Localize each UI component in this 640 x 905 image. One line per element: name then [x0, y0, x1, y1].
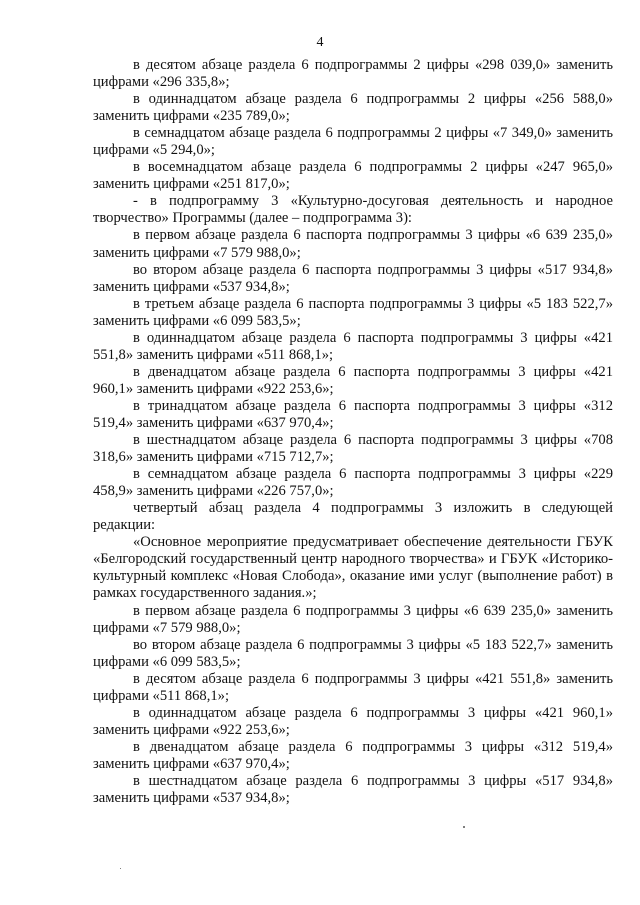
- scan-speck: [463, 826, 465, 828]
- paragraph: в шестнадцатом абзаце раздела 6 паспорта подпрограммы 3 цифры «708 318,6» заменить цифрами «715 712,7»;: [93, 432, 613, 466]
- paragraph: в третьем абзаце раздела 6 паспорта подпрограммы 3 цифры «5 183 522,7» заменить цифрами «6 099 583,5»;: [93, 295, 613, 329]
- paragraph: четвертый абзац раздела 4 подпрограммы 3 изложить в следующей редакции:: [93, 500, 613, 534]
- paragraph: в семнадцатом абзаце раздела 6 паспорта подпрограммы 3 цифры «229 458,9» заменить цифрами «226 757,0»;: [93, 466, 613, 500]
- paragraph: во втором абзаце раздела 6 паспорта подпрограммы 3 цифры «517 934,8» заменить цифрами «537 934,8»;: [93, 261, 613, 295]
- document-body: [93, 57, 613, 807]
- paragraph: в семнадцатом абзаце раздела 6 подпрограммы 2 цифры «7 349,0» заменить цифрами «5 294,0»;: [93, 125, 613, 159]
- page-number: 4: [316, 35, 324, 50]
- paragraph: в одиннадцатом абзаце раздела 6 паспорта подпрограммы 3 цифры «421 551,8» заменить цифрами «511 868,1»;: [93, 329, 613, 363]
- paragraph: - в подпрограмму 3 «Культурно-досуговая деятельность и народное творчество» Программы (далее – подпрограмма 3):: [93, 193, 613, 227]
- paragraph: в восемнадцатом абзаце раздела 6 подпрограммы 2 цифры «247 965,0» заменить цифрами «251 817,0»;: [93, 159, 613, 193]
- scan-speck: [120, 868, 121, 869]
- paragraph: в шестнадцатом абзаце раздела 6 подпрограммы 3 цифры «517 934,8» заменить цифрами «537 934,8»;: [93, 772, 613, 807]
- paragraph: в десятом абзаце раздела 6 подпрограммы 3 цифры «421 551,8» заменить цифрами «511 868,1»;: [93, 670, 613, 704]
- paragraph: в десятом абзаце раздела 6 подпрограммы 2 цифры «298 039,0» заменить цифрами «296 335,8»;: [93, 57, 613, 91]
- paragraph: во втором абзаце раздела 6 подпрограммы 3 цифры «5 183 522,7» заменить цифрами «6 099 583,5»;: [93, 636, 613, 670]
- paragraph: в первом абзаце раздела 6 паспорта подпрограммы 3 цифры «6 639 235,0» заменить цифрами «7 579 988,0»;: [93, 227, 613, 261]
- paragraph: в первом абзаце раздела 6 подпрограммы 3 цифры «6 639 235,0» заменить цифрами «7 579 988,0»;: [93, 602, 613, 636]
- paragraph: в двенадцатом абзаце раздела 6 подпрограммы 3 цифры «312 519,4» заменить цифрами «637 970,4»;: [93, 738, 613, 772]
- paragraph: в одиннадцатом абзаце раздела 6 подпрограммы 2 цифры «256 588,0» заменить цифрами «235 789,0»;: [93, 91, 613, 125]
- paragraph: в тринадцатом абзаце раздела 6 паспорта подпрограммы 3 цифры «312 519,4» заменить цифрами «637 970,4»;: [93, 397, 613, 431]
- paragraph: в двенадцатом абзаце раздела 6 паспорта подпрограммы 3 цифры «421 960,1» заменить цифрами «922 253,6»;: [93, 363, 613, 397]
- quoted-paragraph: «Основное мероприятие предусматривает обеспечение деятельности ГБУК «Белгородский государственный центр народного творчества» и ГБУК «Историко-культурный комплекс «Новая Слобода», оказание ими услуг (выполнение работ) в рамках государственного задания.»;: [93, 534, 613, 602]
- paragraph: в одиннадцатом абзаце раздела 6 подпрограммы 3 цифры «421 960,1» заменить цифрами «922 253,6»;: [93, 704, 613, 738]
